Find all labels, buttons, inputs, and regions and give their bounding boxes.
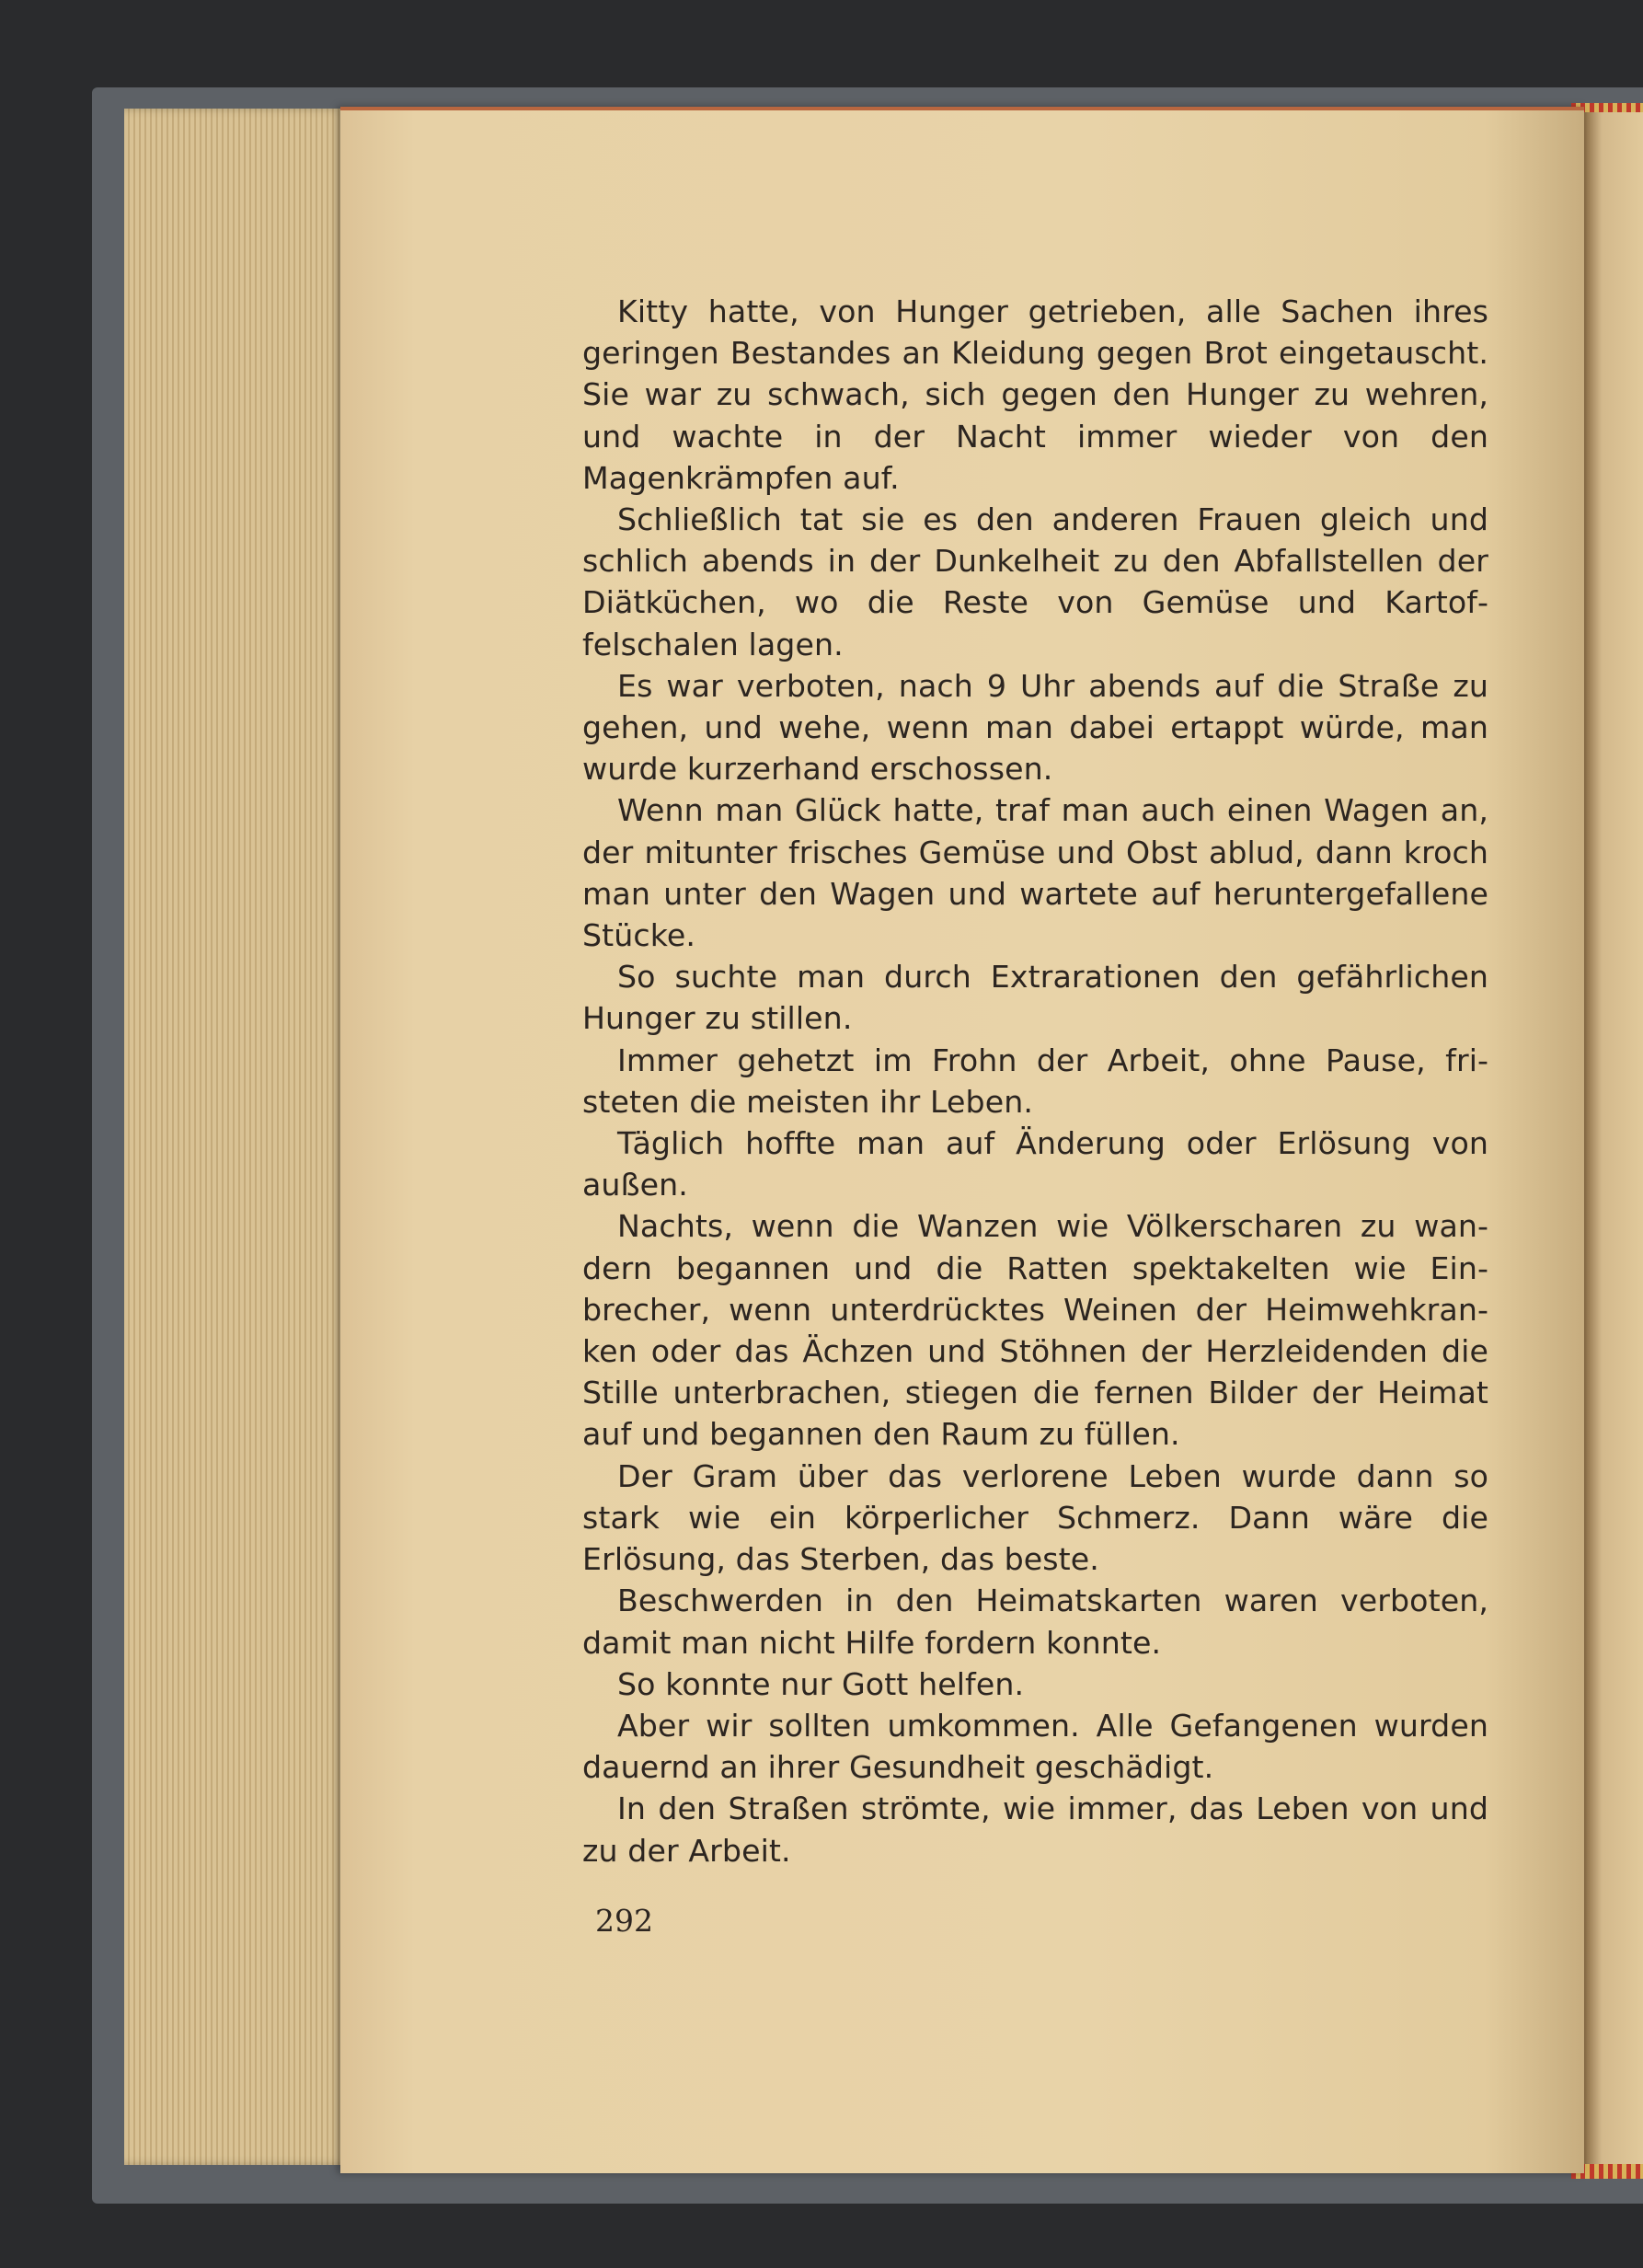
paragraph: So suchte man durch Extrarationen den gefährlichen Hunger zu stillen. — [582, 959, 1488, 1037]
paragraph: Täglich hoffte man auf Änderung oder Erlösung von außen. — [582, 1125, 1488, 1203]
book-page — [340, 107, 1584, 2173]
paragraph: Wenn man Glück hatte, traf man auch einen Wagen an, der mitunter frisches Gemüse und Obst ablud, dann kroch man unter den Wagen und wartete auf heruntergefallene Stücke. — [582, 792, 1488, 954]
paragraph: Beschwerden in den Heimatskarten waren verboten, damit man nicht Hilfe fordern konnte. — [582, 1583, 1488, 1661]
paragraph: Schließlich tat sie es den anderen Frauen gleich und schlich abends in der Dunkelheit zu den Abfallstellen der Diätküchen, wo die Reste von Gemüse und Kartoffelschalen lagen. — [582, 501, 1488, 662]
page-number: 292 — [595, 1903, 653, 1939]
page-text — [582, 291, 1488, 1871]
paragraph: Nachts, wenn die Wanzen wie Völkerscharen zu wandern begannen und die Ratten spektakelten wie Einbrecher, wenn unterdrücktes Weinen der Heimwehkranken oder das Ächzen und Stöhnen der Herzleidenden die Stille unterbrachen, stiegen die fernen Bilder der Heimat auf und begannen den Raum zu füllen. — [582, 1208, 1488, 1453]
paragraph: In den Straßen strömte, wie immer, das Leben von und zu der Arbeit. — [582, 1790, 1488, 1869]
paragraph: Kitty hatte, von Hunger getrieben, alle Sachen ihres geringen Bestandes an Kleidung gegen Brot eingetauscht. Sie war zu schwach, sich gegen den Hunger zu wehren, und wachte in der Nacht immer wieder von den Magenkrämpfen auf. — [582, 294, 1488, 496]
paragraph: Es war verboten, nach 9 Uhr abends auf die Straße zu gehen, und wehe, wenn man dabei ertappt würde, man wurde kurzerhand erschossen. — [582, 667, 1488, 788]
facing-page-edge — [1584, 112, 1643, 2166]
page-edges — [124, 109, 350, 2165]
paragraph: Der Gram über das verlorene Leben wurde dann so stark wie ein körperlicher Schmerz. Dann wäre die Erlösung, das Sterben, das beste. — [582, 1457, 1488, 1578]
paragraph: Aber wir sollten umkommen. Alle Gefangenen wurden dauernd an ihrer Gesundheit geschädigt. — [582, 1707, 1488, 1786]
paragraph: So konnte nur Gott helfen. — [617, 1665, 1025, 1702]
paragraph: Immer gehetzt im Frohn der Arbeit, ohne Pause, fristeten die meisten ihr Leben. — [582, 1042, 1488, 1120]
